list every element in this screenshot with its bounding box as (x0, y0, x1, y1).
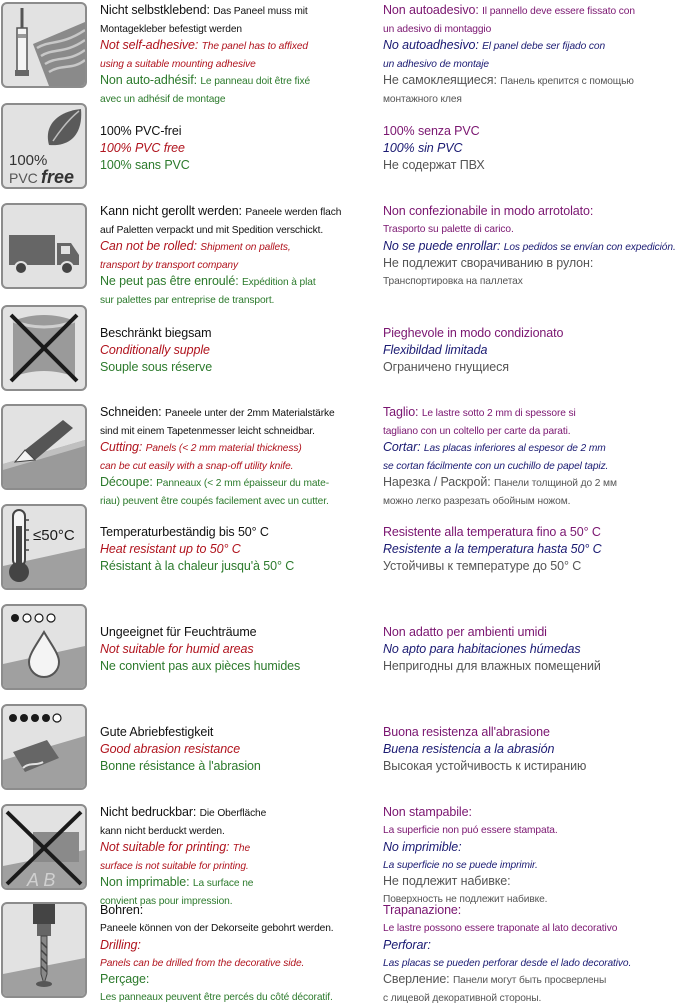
feature-text-line: Не подлежит сворачиванию в рулон: (383, 255, 700, 272)
thermometer-icon (1, 504, 87, 590)
feature-text-line: Non stampabile: (383, 804, 700, 821)
feature-text-line: Высокая устойчивость к истиранию (383, 758, 700, 775)
feature-text-line: монтажного клея (383, 90, 700, 108)
feature-text-line: Flexibildad limitada (383, 342, 700, 359)
feature-text-line: Непригодны для влажных помещений (383, 658, 700, 675)
svg-text:≤50°C: ≤50°C (33, 527, 75, 544)
feature-text-line: Gute Abriebfestigkeit (100, 724, 375, 741)
feature-text-line: Panels can be drilled from the decorative side. (100, 954, 375, 972)
feature-text-line: No apto para habitaciones húmedas (383, 641, 700, 658)
feature-text-left (100, 2, 375, 107)
feature-text-line: using a suitable mounting adhesive (100, 55, 375, 73)
feature-text-line: sind mit einem Tapetenmesser leicht schneidbar. (100, 422, 375, 440)
feature-text-line: 100% sans PVC (100, 157, 375, 174)
pvc-free-leaf-icon (1, 103, 87, 189)
feature-text-right (383, 804, 700, 908)
feature-text-line: Устойчивы к температуре до 50° С (383, 558, 700, 575)
delivery-truck-icon (1, 203, 87, 289)
no-printing-icon (1, 804, 87, 890)
feature-text-line: surface is not suitable for printing. (100, 857, 375, 875)
feature-text-line: Не самоклеящиеся: Панель крепится с помощью (383, 72, 700, 90)
feature-text-line: Не содержат ПВХ (383, 157, 700, 174)
feature-text-line: Souple sous réserve (100, 359, 375, 376)
feature-text-left (100, 404, 375, 509)
feature-text-right (383, 404, 700, 509)
feature-text-left (100, 325, 375, 376)
rating-dots (9, 714, 61, 722)
feature-text-line: Транспортировка на паллетах (383, 272, 700, 290)
feature-text-line: Pieghevole in modo condizionato (383, 325, 700, 342)
feature-text-line: auf Paletten verpackt und mit Spedition verschickt. (100, 221, 375, 239)
feature-text-left (100, 902, 375, 1006)
utility-knife-icon (1, 404, 87, 490)
feature-text-line: Las placas se pueden perforar desde el lado decorativo. (383, 954, 700, 972)
svg-text:free: free (41, 167, 74, 187)
abrasion-sponge-icon (1, 704, 87, 790)
feature-text-line: Not suitable for humid areas (100, 641, 375, 658)
feature-text-line: Non auto-adhésif: Le panneau doit être fixé (100, 72, 375, 90)
mounting-adhesive-icon (1, 2, 87, 88)
feature-text-line: 100% sin PVC (383, 140, 700, 157)
feature-text-line: Le lastre possono essere traponate al lato decorativo (383, 919, 700, 937)
feature-text-line: Bonne résistance à l'abrasion (100, 758, 375, 775)
feature-text-right (383, 203, 700, 290)
feature-text-line: tagliano con un coltello per carte da parati. (383, 422, 700, 440)
feature-text-left (100, 123, 375, 174)
feature-text-line: Kann nicht gerollt werden: Paneele werden flach (100, 203, 375, 221)
feature-text-left (100, 203, 375, 308)
feature-text-line: Heat resistant up to 50° C (100, 541, 375, 558)
feature-text-line: Cutting: Panels (< 2 mm material thickness) (100, 439, 375, 457)
feature-text-left (100, 524, 375, 575)
feature-text-line: Nicht selbstklebend: Das Paneel muss mit (100, 2, 375, 20)
feature-text-line: Non autoadesivo: Il pannello deve essere fissato con (383, 2, 700, 20)
svg-text:100%: 100% (9, 152, 47, 169)
feature-text-line: No imprimible: (383, 839, 700, 856)
feature-text-line: Non imprimable: La surface ne (100, 874, 375, 892)
feature-text-line: Beschränkt biegsam (100, 325, 375, 342)
feature-text-left (100, 624, 375, 675)
feature-text-line: Non adatto per ambienti umidi (383, 624, 700, 641)
bending-crossed-icon (1, 305, 87, 391)
feature-text-line: Cortar: Las placas inferiores al espesor de 2 mm (383, 439, 700, 457)
feature-text-line: Montagekleber befestigt werden (100, 20, 375, 38)
feature-text-line: Resistente alla temperatura fino a 50° C (383, 524, 700, 541)
feature-text-line: La superficie no se puede imprimir. (383, 856, 700, 874)
feature-text-line: No se puede enrollar: Los pedidos se envían con expedición. (383, 238, 700, 256)
feature-text-line: Résistant à la chaleur jusqu'à 50° C (100, 558, 375, 575)
svg-text:PVC: PVC (9, 170, 38, 186)
feature-text-line: Découpe: Panneaux (< 2 mm épaisseur du mate- (100, 474, 375, 492)
feature-text-line: можно легко разрезать обойным ножом. (383, 492, 700, 510)
feature-text-line: Buona resistenza all'abrasione (383, 724, 700, 741)
feature-text-line: 100% PVC free (100, 140, 375, 157)
feature-text-line: Buena resistencia a la abrasión (383, 741, 700, 758)
rating-dots (11, 614, 55, 622)
feature-text-line: riau) peuvent être coupés facilement avec un cutter. (100, 492, 375, 510)
feature-text-line: Ne peut pas être enroulé: Expédition à plat (100, 273, 375, 291)
feature-text-line: Les panneaux peuvent être percés du côté décoratif. (100, 988, 375, 1006)
drill-icon (1, 902, 87, 998)
feature-text-line: un adhesivo de montaje (383, 55, 700, 73)
feature-text-right (383, 524, 700, 575)
feature-text-line: 100% PVC-frei (100, 123, 375, 140)
feature-text-line: convient pas pour impression. (100, 892, 375, 910)
feature-text-left (100, 724, 375, 775)
feature-text-right (383, 624, 700, 675)
feature-text-line: Conditionally supple (100, 342, 375, 359)
feature-text-line: Bohren: (100, 902, 375, 919)
svg-text:A B: A B (26, 870, 55, 888)
feature-text-line: Trasporto su palette di carico. (383, 220, 700, 238)
feature-text-right (383, 123, 700, 174)
feature-text-line: can be cut easily with a snap-off utility knife. (100, 457, 375, 475)
feature-text-line: Not suitable for printing: The (100, 839, 375, 857)
feature-text-line: Сверление: Панели могут быть просверлены (383, 971, 700, 989)
feature-text-right (383, 902, 700, 1006)
feature-text-line: un adesivo di montaggio (383, 20, 700, 38)
feature-text-line: Temperaturbeständig bis 50° C (100, 524, 375, 541)
feature-text-line: avec un adhésif de montage (100, 90, 375, 108)
feature-text-line: Nicht bedruckbar: Die Oberfläche (100, 804, 375, 822)
feature-text-right (383, 724, 700, 775)
feature-text-line: Drilling: (100, 937, 375, 954)
feature-text-line: Can not be rolled: Shipment on pallets, (100, 238, 375, 256)
feature-text-line: Resistente a la temperatura hasta 50° C (383, 541, 700, 558)
feature-text-line: Ungeeignet für Feuchträume (100, 624, 375, 641)
water-drop-icon (1, 604, 87, 690)
feature-text-line: transport by transport company (100, 256, 375, 274)
feature-text-line: Non confezionabile in modo arrotolato: (383, 203, 700, 220)
feature-text-line: Ne convient pas aux pièces humides (100, 658, 375, 675)
feature-text-line: Schneiden: Paneele unter der 2mm Materialstärke (100, 404, 375, 422)
feature-text-line: Perçage: (100, 971, 375, 988)
feature-text-line: La superficie non puó essere stampata. (383, 821, 700, 839)
feature-text-line: 100% senza PVC (383, 123, 700, 140)
feature-text-line: Paneele können von der Dekorseite gebohrt werden. (100, 919, 375, 937)
feature-text-line: Поверхность не подлежит набивке. (383, 890, 700, 908)
feature-text-line: Not self-adhesive: The panel has to affixed (100, 37, 375, 55)
feature-text-line: sur palettes par entreprise de transport. (100, 291, 375, 309)
feature-text-line: с лицевой декоративной стороны. (383, 989, 700, 1006)
feature-text-line: Нарезка / Раскрой: Панели толщиной до 2 мм (383, 474, 700, 492)
feature-text-line: Не подлежит набивке: (383, 873, 700, 890)
feature-text-right (383, 2, 700, 107)
feature-text-line: Ограничено гнущиеся (383, 359, 700, 376)
feature-text-right (383, 325, 700, 376)
feature-text-left (100, 804, 375, 909)
feature-text-line: Perforar: (383, 937, 700, 954)
feature-text-line: No autoadhesivo: El panel debe ser fijado con (383, 37, 700, 55)
feature-text-line: Good abrasion resistance (100, 741, 375, 758)
feature-text-line: Taglio: Le lastre sotto 2 mm di spessore si (383, 404, 700, 422)
feature-text-line: kann nicht berduckt werden. (100, 822, 375, 840)
feature-text-line: se cortan fácilmente con un cuchillo de papel tapiz. (383, 457, 700, 475)
feature-text-line: Trapanazione: (383, 902, 700, 919)
